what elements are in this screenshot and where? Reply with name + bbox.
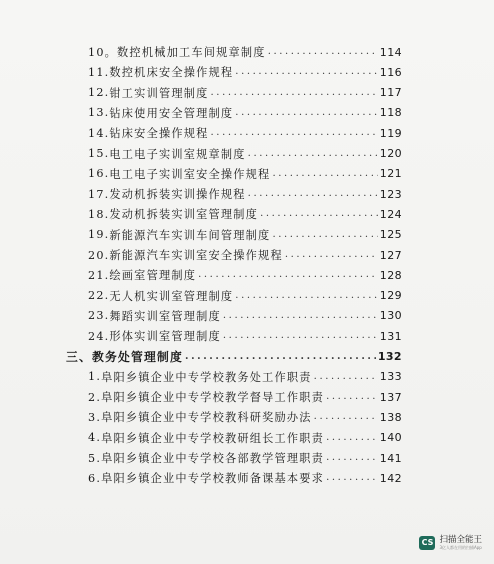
toc-page-number: 124 [379,207,402,221]
toc-entry-number: 6. [88,471,102,485]
toc-page-number: 132 [377,350,402,363]
toc-leader-dots [326,448,378,468]
toc-entry-number: 24. [88,329,110,343]
toc-entry-row [88,123,402,143]
toc-entry-row [88,306,402,326]
toc-entry-row [88,83,402,103]
toc-entry-row [88,286,402,306]
toc-entry-row [88,204,402,224]
toc-entry-row [88,225,402,245]
toc-entry-title: 阜阳乡镇企业中专学校教科研奖励办法 [101,411,312,425]
toc-leader-dots [248,144,378,164]
toc-entry-title: 电工电子实训室规章制度 [109,147,246,161]
toc-page-number: 119 [379,126,402,140]
toc-page-number: 123 [379,187,402,201]
toc-entry-title: 新能源汽车实训车间管理制度 [109,228,271,242]
toc-entry-title: 发动机拆装实训室管理制度 [109,208,259,222]
toc-entry-row [88,428,402,448]
toc-leader-dots [326,468,378,488]
toc-entry-title: 钻床安全操作规程 [109,127,209,141]
toc-entry-number: 16. [88,167,110,181]
toc-page-number: 118 [379,106,402,120]
toc-entry-number: 20. [88,248,110,262]
toc-entry-row [88,103,402,123]
toc-leader-dots [223,306,378,326]
toc-entry-number: 18. [88,207,110,221]
toc-entry-number: 12. [88,86,110,100]
toc-entry-row [88,407,402,427]
toc-entry-row [88,265,402,285]
toc-leader-dots [185,347,376,367]
toc-entry-number: 4. [88,431,102,445]
toc-page-number: 142 [379,471,402,485]
toc-entry-row [88,326,402,346]
toc-leader-dots [314,407,378,427]
toc-entry-title: 阜阳乡镇企业中专学校教研组长工作职责 [101,431,325,445]
toc-leader-dots [326,387,378,407]
toc-leader-dots [223,326,378,346]
toc-leader-dots [235,62,378,82]
toc-entry-title: 钻床使用安全管理制度 [109,106,234,120]
toc-entry-title: 钳工实训管理制度 [109,86,209,100]
toc-page-number: 138 [379,410,402,424]
toc-entry-row [88,164,402,184]
toc-page-number: 131 [379,329,402,343]
scanner-watermark [419,536,482,551]
toc-entry-number: 2. [88,390,102,404]
toc-entry-title: 绘画室管理制度 [109,269,197,283]
toc-page-number: 130 [379,309,402,323]
toc-leader-dots [268,42,378,62]
toc-entry-number: 14. [88,126,110,140]
toc-entry-row [88,387,402,407]
toc-page-number: 141 [379,451,402,465]
toc-entry-number: 11. [88,65,110,79]
toc-page-number: 133 [379,370,402,384]
toc-page-number: 128 [379,268,402,282]
toc-leader-dots [314,367,378,387]
toc-entry-title: 教务处管理制度 [92,350,183,364]
toc-leader-dots [272,225,377,245]
toc-entry-number: 21. [88,268,110,282]
toc-entry-number: 23. [88,309,110,323]
toc-entry-title: 阜阳乡镇企业中专学校教师备课基本要求 [101,472,325,486]
toc-leader-dots [285,245,378,265]
toc-entry-row [88,367,402,387]
toc-leader-dots [248,184,378,204]
toc-entry-title: 数控机床安全操作规程 [109,66,234,80]
toc-entry-row [88,184,402,204]
toc-entry-row [88,448,402,468]
toc-leader-dots [260,204,378,224]
toc-entry-title: 阜阳乡镇企业中专学校教务处工作职责 [101,370,312,384]
toc-entry-title: 舞蹈实训室管理制度 [109,309,221,323]
toc-entry-number: 三、 [66,350,92,364]
toc-entry-row [88,62,402,82]
toc-page-number: 137 [379,390,402,404]
toc-page-number: 121 [379,167,402,181]
toc-entry-title: 数控机械加工车间规章制度 [117,46,266,59]
toc-entry-title: 电工电子实训室安全操作规程 [109,167,271,181]
toc-entry-number: 1. [88,370,102,384]
toc-entry-row [88,468,402,488]
camscanner-logo-icon: CS [419,536,435,550]
toc-entry-title: 新能源汽车实训室安全操作规程 [109,249,283,262]
toc-entry-title: 无人机实训室管理制度 [109,289,234,303]
toc-entry-title: 发动机拆装实训操作规程 [109,188,246,202]
toc-entry-number: 13. [88,106,110,120]
toc-entry-number: 10。 [88,46,118,59]
toc-entry-number: 15. [88,147,110,160]
toc-entry-number: 5. [88,451,102,465]
toc-entry-number: 3. [88,410,102,424]
toc-page-number: 125 [379,228,402,242]
watermark-tagline: 3亿人都在用的扫描App [439,545,482,550]
toc-page-number: 129 [379,289,402,303]
toc-leader-dots [211,123,378,143]
toc-entry-number: 22. [88,289,110,303]
toc-section-row [66,347,402,367]
watermark-name: 扫描全能王 [439,534,482,545]
toc-leader-dots [326,428,378,448]
toc-entry-number: 19. [88,228,110,242]
toc-entry-row [88,42,402,62]
toc-entry-number: 17. [88,187,110,201]
toc-page-number: 116 [379,65,402,79]
toc-leader-dots [272,164,377,184]
toc-leader-dots [235,103,378,123]
toc-entry-title: 形体实训室管理制度 [109,330,221,344]
toc-entry-title: 阜阳乡镇企业中专学校各部教学管理职责 [101,452,325,465]
toc-page-number: 127 [379,248,402,262]
toc-entry-title: 阜阳乡镇企业中专学校教学督导工作职责 [101,391,325,405]
toc-entry-row [88,144,402,164]
toc-page-number: 140 [379,431,402,445]
toc-page-number: 114 [379,45,402,59]
toc-leader-dots [198,265,378,285]
toc-entry-row [88,245,402,265]
toc-page-number: 117 [379,86,402,100]
toc-leader-dots [211,83,378,103]
toc-leader-dots [235,286,378,306]
toc-page-number: 120 [379,147,402,160]
